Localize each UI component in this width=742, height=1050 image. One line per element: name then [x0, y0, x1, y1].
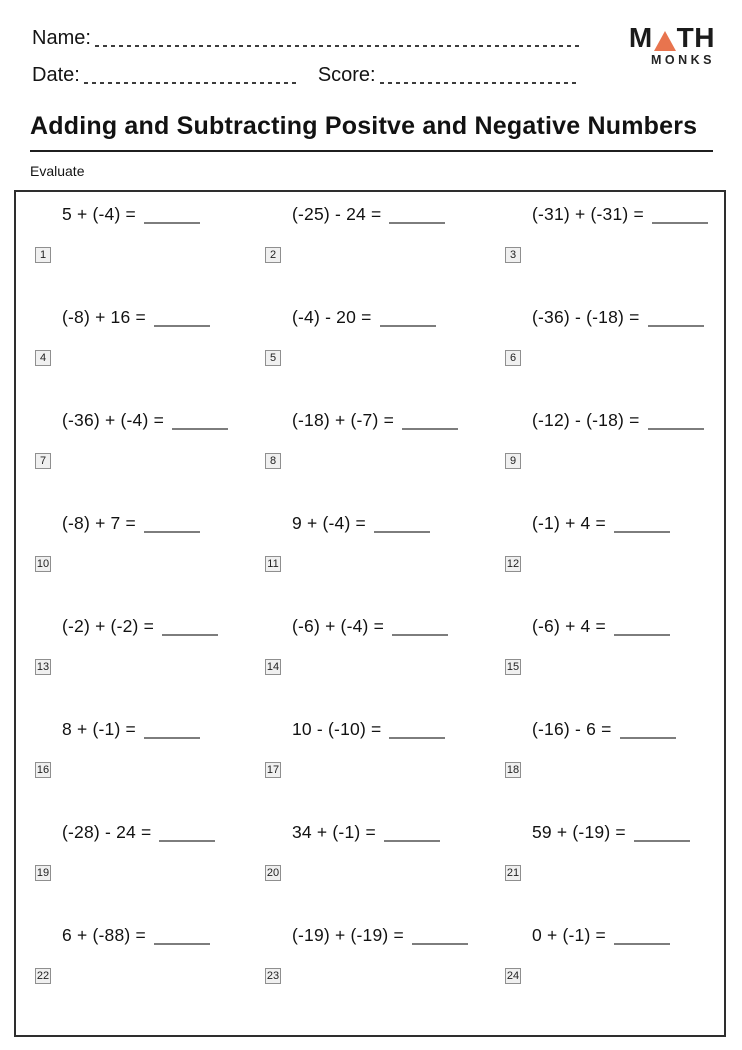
answer-blank	[648, 325, 704, 327]
problem-expression: (-19) + (-19) =	[292, 925, 404, 945]
problem-number-badge: 18	[506, 763, 520, 776]
problem-expression: 59 + (-19) =	[532, 822, 626, 842]
math-monks-logo	[629, 24, 715, 67]
logo-subtitle: MONKS	[650, 53, 715, 67]
answer-blank	[144, 531, 200, 533]
problem-number-badge: 13	[36, 660, 50, 673]
problem-expression: (-8) + 7 =	[62, 513, 136, 533]
answer-blank	[402, 428, 458, 430]
score-fill-line	[380, 82, 579, 84]
problem-item	[505, 513, 724, 616]
answer-blank	[389, 222, 445, 224]
problem-number-badge: 22	[36, 969, 50, 982]
answer-blank	[614, 531, 670, 533]
problem-item	[265, 307, 505, 410]
name-fill-line	[95, 45, 579, 47]
problem-item	[505, 925, 724, 1028]
answer-blank	[412, 943, 468, 945]
problem-item	[35, 410, 265, 513]
problem-item	[35, 513, 265, 616]
answer-blank	[154, 325, 210, 327]
answer-blank	[620, 737, 676, 739]
date-label: Date:	[32, 64, 80, 86]
answer-blank	[614, 943, 670, 945]
problem-number-badge: 1	[35, 247, 51, 263]
answer-blank	[652, 222, 708, 224]
problem-number-badge: 14	[266, 660, 280, 673]
problem-expression: (-12) - (-18) =	[532, 410, 640, 430]
problem-expression: (-2) + (-2) =	[62, 616, 155, 636]
problem-number-badge: 7	[35, 453, 51, 469]
problem-number-badge: 16	[36, 763, 50, 776]
problem-item	[505, 204, 724, 307]
answer-blank	[144, 222, 200, 224]
problem-number-badge: 15	[506, 660, 520, 673]
problem-item	[265, 204, 505, 307]
page-title: Adding and Subtracting Positve and Negative Numbers	[30, 112, 713, 152]
problem-expression: (-36) + (-4) =	[62, 410, 164, 430]
problem-expression: (-36) - (-18) =	[532, 307, 640, 327]
problem-number-badge: 4	[35, 350, 51, 366]
problem-item	[35, 925, 265, 1028]
problem-expression: (-6) + 4 =	[532, 616, 606, 636]
problem-item	[35, 822, 265, 925]
answer-blank	[159, 840, 215, 842]
answer-blank	[614, 634, 670, 636]
problem-item	[505, 410, 724, 513]
problem-item	[265, 925, 505, 1028]
problem-number-badge: 11	[265, 556, 281, 572]
problem-item	[35, 616, 265, 719]
logo-letter-m: M	[628, 22, 653, 53]
problem-number-badge: 17	[266, 763, 280, 776]
problem-expression: 0 + (-1) =	[532, 925, 606, 945]
problem-item	[35, 204, 265, 307]
problem-item	[265, 616, 505, 719]
problems-grid	[16, 192, 724, 1028]
problem-number-badge: 24	[506, 969, 520, 982]
problem-number-badge: 9	[505, 453, 521, 469]
problem-number-badge: 6	[505, 350, 521, 366]
problem-number-badge: 5	[265, 350, 281, 366]
problem-expression: 10 - (-10) =	[292, 719, 382, 739]
answer-blank	[144, 737, 200, 739]
problem-number-badge: 23	[266, 969, 280, 982]
problem-expression: (-8) + 16 =	[62, 307, 146, 327]
answer-blank	[380, 325, 436, 327]
problem-expression: (-16) - 6 =	[532, 719, 612, 739]
score-label: Score:	[317, 64, 376, 86]
problem-expression: 34 + (-1) =	[292, 822, 376, 842]
problem-item	[505, 719, 724, 822]
problem-item	[265, 410, 505, 513]
problem-item	[505, 822, 724, 925]
problem-expression: (-28) - 24 =	[62, 822, 152, 842]
problem-expression: 6 + (-88) =	[62, 925, 146, 945]
answer-blank	[634, 840, 690, 842]
problem-number-badge: 21	[506, 866, 520, 879]
answer-blank	[172, 428, 228, 430]
problem-expression: (-25) - 24 =	[292, 204, 382, 224]
answer-blank	[392, 634, 448, 636]
answer-blank	[154, 943, 210, 945]
logo-letters-th: TH	[676, 22, 715, 53]
problem-number-badge: 19	[36, 866, 50, 879]
date-fill-line	[84, 82, 298, 84]
logo-triangle-icon	[654, 31, 676, 51]
problem-number-badge: 10	[36, 557, 50, 570]
problem-item	[505, 616, 724, 719]
problem-number-badge: 3	[505, 247, 521, 263]
problem-expression: (-1) + 4 =	[532, 513, 606, 533]
problem-item	[265, 513, 505, 616]
problem-expression: (-4) - 20 =	[292, 307, 372, 327]
problem-expression: (-18) + (-7) =	[292, 410, 394, 430]
answer-blank	[374, 531, 430, 533]
problem-number-badge: 8	[265, 453, 281, 469]
problem-item	[505, 307, 724, 410]
problem-expression: 5 + (-4) =	[62, 204, 136, 224]
problem-number-badge: 12	[506, 557, 520, 570]
name-row	[32, 27, 579, 50]
instruction-label: Evaluate	[30, 163, 85, 179]
problem-expression: 9 + (-4) =	[292, 513, 366, 533]
answer-blank	[389, 737, 445, 739]
problem-item	[35, 307, 265, 410]
problems-box	[14, 190, 726, 1037]
problem-item	[265, 719, 505, 822]
date-score-row	[32, 64, 579, 87]
answer-blank	[384, 840, 440, 842]
name-label: Name:	[32, 27, 91, 49]
problem-expression: (-6) + (-4) =	[292, 616, 385, 636]
problem-expression: 8 + (-1) =	[62, 719, 136, 739]
answer-blank	[648, 428, 704, 430]
problem-item	[265, 822, 505, 925]
problem-item	[35, 719, 265, 822]
logo-wordmark	[629, 24, 715, 52]
problem-number-badge: 2	[265, 247, 281, 263]
answer-blank	[162, 634, 218, 636]
problem-expression: (-31) + (-31) =	[532, 204, 644, 224]
problem-number-badge: 20	[266, 866, 280, 879]
